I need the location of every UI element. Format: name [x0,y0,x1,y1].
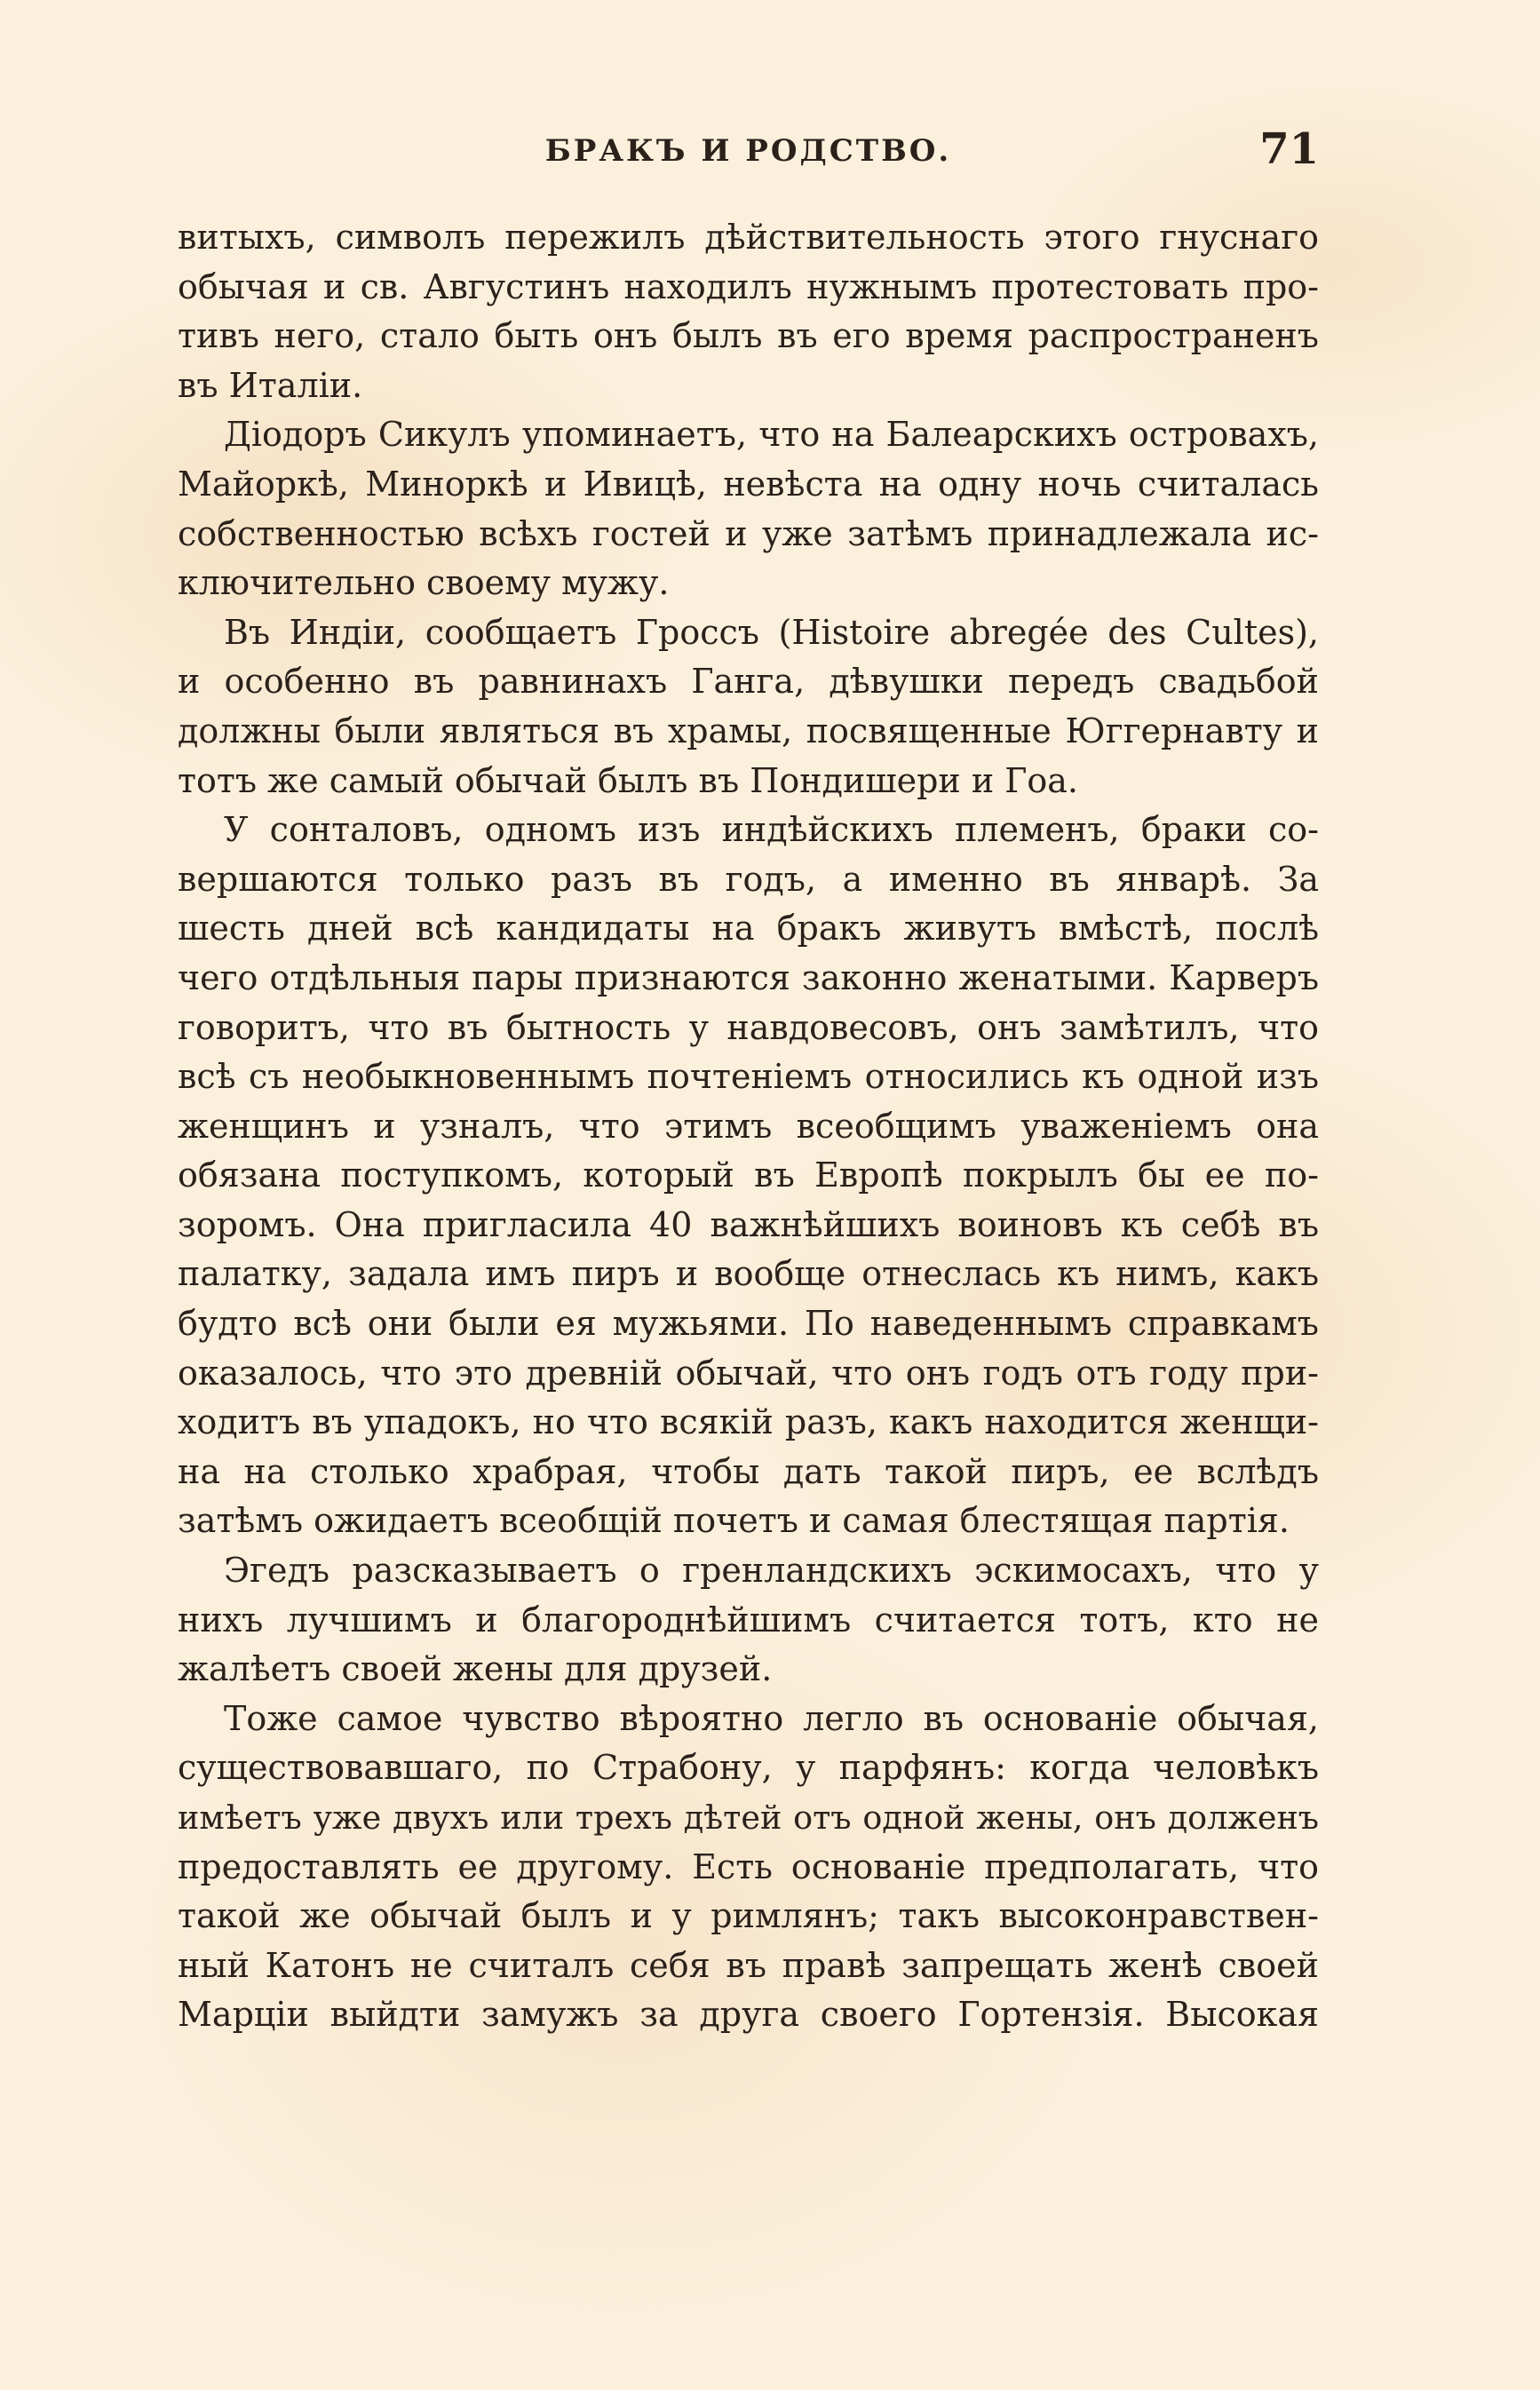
text-line: оказалось, что это древній обычай, что онъ годъ отъ году при- [178,1353,1319,1393]
text-line: существовавшаго, по Страбону, у парфянъ: когда человѣкъ [178,1748,1319,1788]
text-line: Эгедъ разсказываетъ о гренландскихъ эскимосахъ, что у [224,1551,1319,1591]
paragraph [178,608,1319,806]
text-line: предоставлять ее другому. Есть основаніе предполагать, что [178,1846,1319,1886]
text-line: Тоже самое чувство вѣроятно легло въ основаніе обычая, [224,1698,1319,1738]
body-text [178,213,1319,2040]
text-line: будто всѣ они были ея мужьями. По наведеннымъ справкамъ [178,1304,1319,1344]
text-line: палатку, задала имъ пиръ и вообще отнеслась къ нимъ, какъ [178,1254,1319,1294]
text-line: витыхъ, символъ пережилъ дѣйствительность этого гнуснаго [178,218,1319,257]
text-line: У сонталовъ, одномъ изъ индѣйскихъ племенъ, браки со- [224,810,1319,850]
text-line: Діодоръ Сикулъ упоминаетъ, что на Балеарскихъ островахъ, [224,415,1319,455]
paragraph [178,806,1319,1546]
text-line: жалѣетъ своей жены для друзей. [178,1649,773,1689]
text-line: ходитъ въ упадокъ, но что всякій разъ, какъ находится женщи- [178,1402,1319,1442]
paragraph [178,1546,1319,1695]
paragraph [178,213,1319,410]
running-head: БРАКЪ И РОДСТВО. [544,133,952,169]
text-line: и особенно въ равнинахъ Ганга, дѣвушки передъ свадьбой [178,662,1319,702]
paragraph [178,1695,1319,2040]
text-line: въ Италіи. [178,365,363,405]
paragraph [178,410,1319,607]
text-line: женщинъ и узналъ, что этимъ всеобщимъ уваженіемъ она [178,1106,1319,1146]
text-line: всѣ съ необыкновеннымъ почтеніемъ относились къ одной изъ [178,1057,1319,1097]
text-line: шесть дней всѣ кандидаты на бракъ живутъ вмѣстѣ, послѣ [178,909,1319,949]
text-line: ный Катонъ не считалъ себя въ правѣ запрещать женѣ своей [178,1945,1319,1985]
text-line: собственностью всѣхъ гостей и уже затѣмъ принадлежала ис- [178,513,1319,553]
text-line: затѣмъ ожидаетъ всеобщій почетъ и самая блестящая партія. [178,1501,1290,1541]
text-line: тивъ него, стало быть онъ былъ въ его время распространенъ [178,316,1319,356]
text-line: на на столько храбрая, чтобы дать такой пиръ, ее вслѣдъ [178,1451,1319,1491]
text-line: Майоркѣ, Миноркѣ и Ивицѣ, невѣста на одну ночь считалась [178,464,1319,504]
text-line: нихъ лучшимъ и благороднѣйшимъ считается тотъ, кто не [178,1600,1319,1640]
text-line: ключительно своему мужу. [178,563,670,603]
text-line: обычая и св. Августинъ находилъ нужнымъ протестовать про- [178,266,1319,306]
text-line: зоромъ. Она пригласила 40 важнѣйшихъ воиновъ къ себѣ въ [178,1204,1319,1244]
text-line: имѣетъ уже двухъ или трехъ дѣтей отъ одной жены, онъ долженъ [178,1798,1319,1837]
text-line: Въ Индіи, сообщаетъ Гроссъ (Histoire abregée des Cultes), [224,612,1319,652]
text-line: чего отдѣльныя пары признаются законно женатыми. Карверъ [178,957,1319,997]
text-line: такой же обычай былъ и у римлянъ; такъ высоконравствен- [178,1896,1319,1936]
page-header [178,124,1319,178]
text-line: вершаются только разъ въ годъ, а именно въ январѣ. За [178,859,1319,899]
text-line: тотъ же самый обычай былъ въ Пондишери и Гоа. [178,760,1078,800]
text-line: должны были являться въ храмы, посвященные Юггернавту и [178,711,1319,750]
text-line: Марціи выйдти замужъ за друга своего Гортензія. Высокая [178,1995,1319,2035]
page-number: 71 [1259,124,1319,174]
text-line: обязана поступкомъ, который въ Европѣ покрылъ бы ее по- [178,1155,1319,1195]
text-line: говоритъ, что въ бытность у навдовесовъ, онъ замѣтилъ, что [178,1007,1319,1047]
